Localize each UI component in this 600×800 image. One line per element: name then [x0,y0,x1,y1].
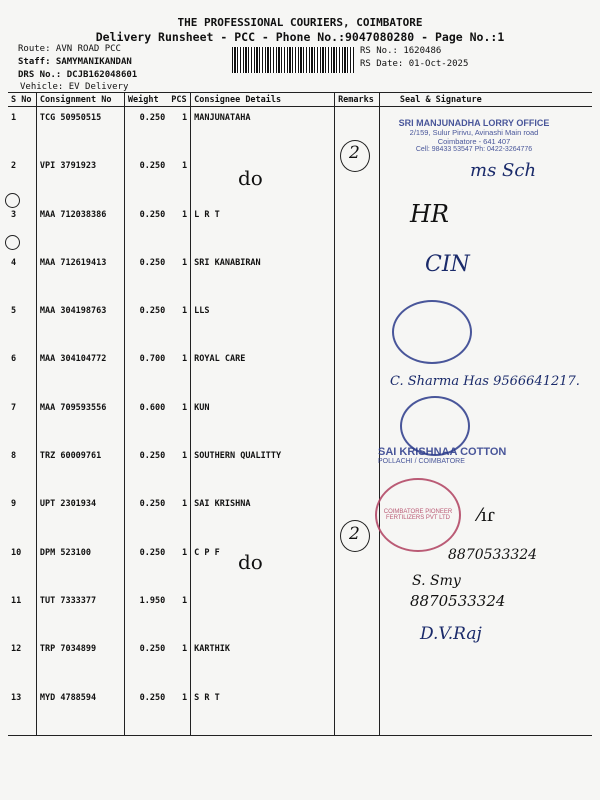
seal-cell [379,252,592,300]
ditto-mark-2: do [238,550,263,574]
remarks-cell [335,300,380,348]
consignment-cell: TCG 50950515 [36,107,124,156]
remarks-cell [335,445,380,493]
table-row [8,348,592,396]
phone-12: 8870533324 [410,592,506,610]
consignee-cell: KARTHIK [191,638,335,686]
pcs-cell: 1 [182,499,188,510]
pcs-cell: 1 [182,595,188,606]
consignment-cell: TUT 7333377 [36,590,124,638]
sno-cell: 12 [11,644,22,655]
consignee-cell: LLS [191,300,335,348]
cotton-stamp: SAI KRISHNAA COTTON POLLACHI / COIMBATORE [378,446,507,465]
col-weight: Weight [124,93,168,107]
weight-cell: 0.700 [124,348,168,396]
remark-mark-1: 2 [349,143,360,163]
pcs-cell: 1 [182,161,188,172]
barcode [232,47,354,73]
pcs-cell: 1 [182,257,188,268]
lorry-office-stamp: SRI MANJUNADHA LORRY OFFICE 2/159, Sulur Pirivu, Avinashi Main road Coimbatore - 641 407 Cell: 98433 53547 Ph: 0422-3264776 [398,118,550,153]
weight-cell: 0.250 [124,687,168,736]
seal-cell [379,687,592,736]
round-stamp-5 [392,300,472,364]
remarks-cell [335,687,380,736]
table-row [8,300,592,348]
signature-2: ms Sch [470,160,537,181]
remarks-cell [335,397,380,445]
route-label: Route: AVN ROAD PCC [18,44,121,54]
weight-cell: 0.250 [124,300,168,348]
signature-4: CIN [425,252,470,277]
pcs-cell: 1 [182,402,188,413]
remarks-cell [335,204,380,252]
rs-number: RS No.: 1620486 [360,46,442,56]
signature-13: D.V.Raj [420,624,482,644]
weight-cell: 0.250 [124,252,168,300]
consignee-cell: ROYAL CARE [191,348,335,396]
sno-circle-4 [5,235,20,250]
sno-cell: 6 [11,354,17,365]
staff-label: Staff: SAMYMANIKANDAN [18,57,132,67]
consignee-cell: SOUTHERN QUALITTY [191,445,335,493]
pcs-cell: 1 [168,687,190,736]
col-consignment: Consignment No [36,93,124,107]
table-row [8,204,592,252]
weight-cell: 0.600 [124,397,168,445]
consignment-cell: MAA 304104772 [36,348,124,396]
pcs-cell: 1 [182,547,188,558]
remarks-cell [335,348,380,396]
signature-12: S. Smy [412,573,461,589]
consignment-cell: VPI 3791923 [36,155,124,203]
weight-cell: 0.250 [124,638,168,686]
consignment-cell: TRP 7034899 [36,638,124,686]
weight-cell: 0.250 [124,155,168,203]
sno-cell: 8 [11,451,17,462]
table-row [8,638,592,686]
sno-cell: 5 [11,306,17,317]
signature-3: HR [410,200,449,228]
consignee-cell: SAI KRISHNA [191,493,335,541]
sno-cell: 7 [11,402,17,413]
sno-circle-3 [5,193,20,208]
col-seal: Seal & Signature [379,93,592,107]
consignment-cell: MAA 709593556 [36,397,124,445]
consignment-table [8,92,592,736]
weight-cell: 0.250 [124,107,168,156]
consignee-cell: KUN [191,397,335,445]
fertilizer-stamp: COIMBATORE PIONEER FERTILIZERS PVT LTD [375,478,461,552]
sno-cell: 4 [11,257,17,268]
rs-date: RS Date: 01-Oct-2025 [360,59,469,69]
vehicle-label: Vehicle: EV Delivery [20,82,129,92]
consignee-cell: L R T [191,204,335,252]
sno-cell: 13 [8,687,36,736]
col-sno: S No [8,93,36,107]
table-row [8,687,592,736]
weight-cell: 0.250 [124,204,168,252]
consignment-cell: MAA 712038386 [36,204,124,252]
col-pcs: PCS [168,93,190,107]
drs-label: DRS No.: DCJB162048601 [18,70,138,80]
signature-7: C. Sharma Has 9566641217. [390,374,580,389]
col-remarks: Remarks [335,93,380,107]
remarks-cell [335,252,380,300]
consignee-cell: MANJUNATAHA [191,107,335,156]
table-header-row [8,93,592,107]
pcs-cell: 1 [182,644,188,655]
weight-cell: 0.250 [124,445,168,493]
consignment-cell: MYD 4788594 [36,687,124,736]
seal-cell [379,638,592,686]
pcs-cell: 1 [182,451,188,462]
consignment-cell: TRZ 60009761 [36,445,124,493]
runsheet-title: Delivery Runsheet - PCC - Phone No.:9047080280 - Page No.:1 [95,30,505,44]
sno-cell: 9 [11,499,17,510]
company-title: THE PROFESSIONAL COURIERS, COIMBATORE [177,16,423,29]
remarks-cell [335,590,380,638]
pcs-cell: 1 [182,113,188,123]
weight-cell: 0.250 [124,542,168,590]
table-row [8,493,592,541]
remark-mark-2: 2 [349,524,360,544]
consignment-cell: MAA 712619413 [36,252,124,300]
signature-10: ⁄ıɾ [478,505,495,526]
consignment-cell: DPM 523100 [36,542,124,590]
sno-cell: 3 [11,209,17,220]
sno-cell: 1 [11,113,17,123]
pcs-cell: 1 [182,306,188,317]
col-consignee: Consignee Details [191,93,335,107]
weight-cell: 0.250 [124,493,168,541]
pcs-cell: 1 [182,354,188,365]
consignee-cell [191,590,335,638]
phone-11: 8870533324 [448,547,538,563]
pcs-cell: 1 [182,209,188,220]
ditto-mark-1: do [238,166,263,190]
sno-cell: 10 [11,547,22,558]
consignee-cell: SRI KANABIRAN [191,252,335,300]
consignee-cell: S R T [191,687,335,736]
table-row [8,397,592,445]
weight-cell: 1.950 [124,590,168,638]
table-row [8,252,592,300]
consignment-cell: UPT 2301934 [36,493,124,541]
remarks-cell [335,638,380,686]
consignee-cell: C P F [191,542,335,590]
sno-cell: 2 [11,161,17,172]
sno-cell: 11 [11,595,22,606]
consignment-cell: MAA 304198763 [36,300,124,348]
